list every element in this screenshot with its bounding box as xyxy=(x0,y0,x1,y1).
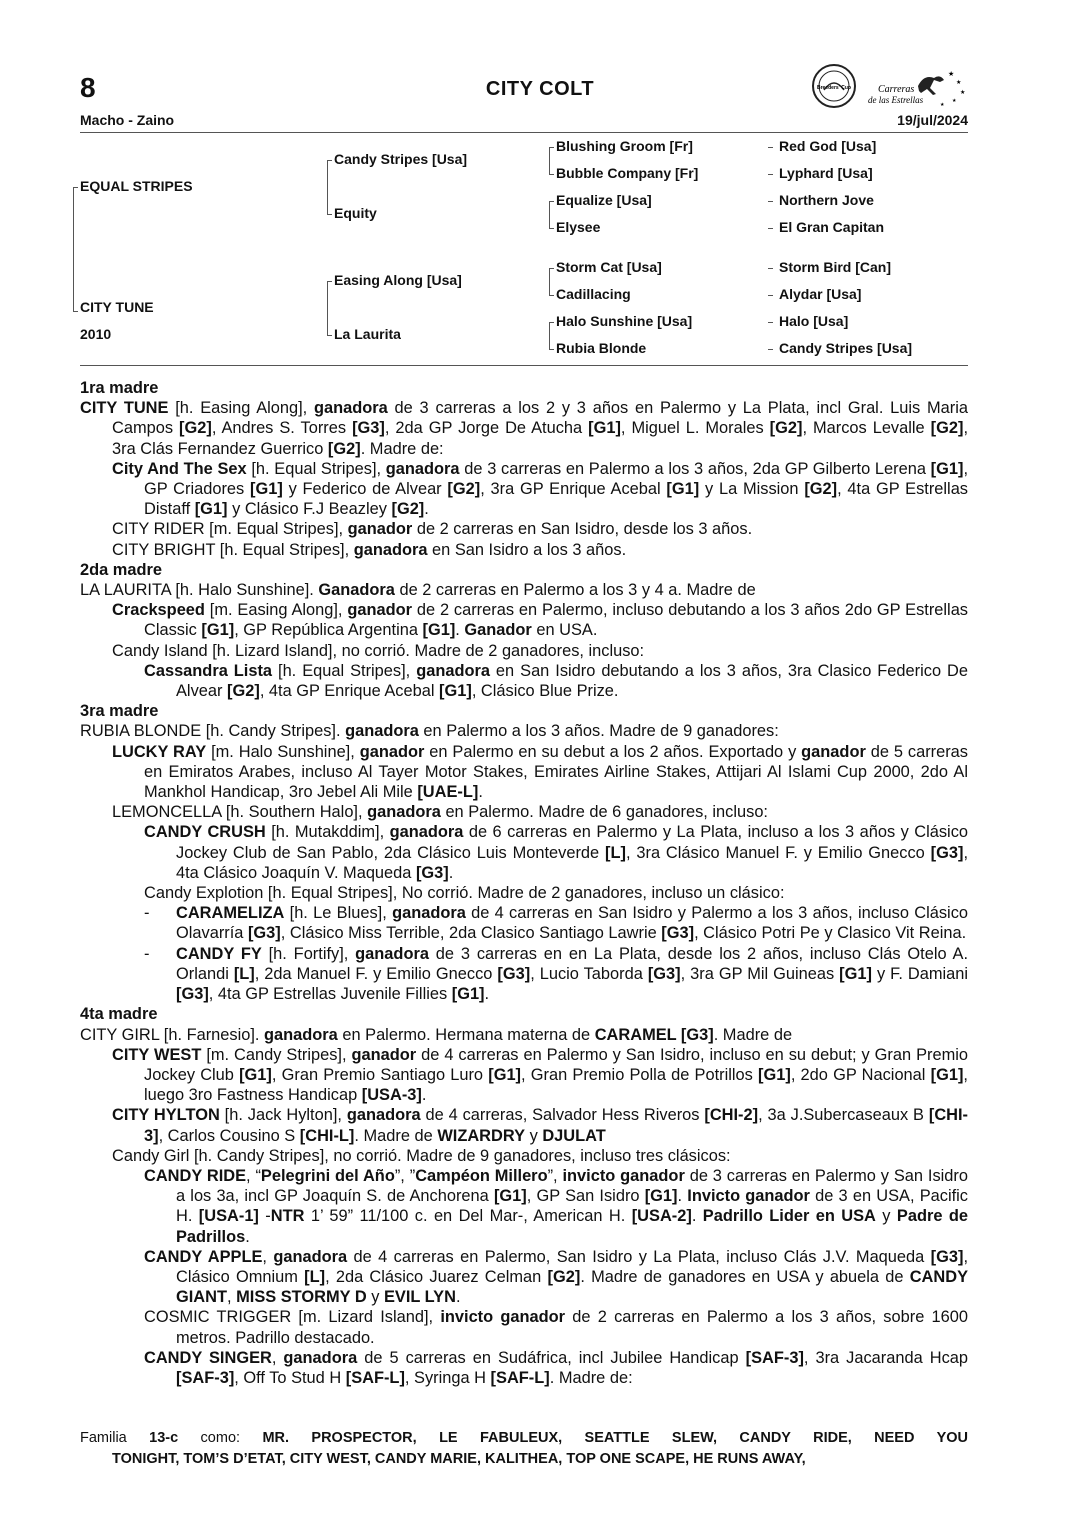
sex-color: Macho - Zaino xyxy=(80,112,175,128)
bracket xyxy=(549,322,554,323)
bracket xyxy=(327,281,328,335)
gen3-8: Rubia Blonde xyxy=(556,340,647,356)
bracket xyxy=(549,268,550,295)
bracket xyxy=(327,160,328,214)
produce-paragraph: Candy Island [h. Lizard Island], no corrió. Madre de 2 ganadores, incluso: xyxy=(112,641,645,660)
produce-paragraph: Candy Explotion [h. Equal Stripes], No corrió. Madre de 2 ganadores, incluso un clásico: xyxy=(144,884,785,903)
family-label: Familia xyxy=(80,1430,127,1446)
bracket xyxy=(549,201,550,228)
gen3-4: Elysee xyxy=(556,219,601,235)
gen4-2: Lyphard [Usa] xyxy=(779,165,873,181)
gen3-7: Halo Sunshine [Usa] xyxy=(556,313,693,329)
gen3-6: Cadillacing xyxy=(556,286,631,302)
dash xyxy=(768,174,773,175)
produce-paragraph: CANDY APPLE, ganadora de 4 carreras en Palermo, San Isidro y La Plata, incluso Clás J.V. Maqueda [G3], Clásico Omnium [L], 2da Clásico Juarez Celman [G2]. Madre de ganadores en USA y abuela de CANDY GIANT, MISS STORMY D y EVIL LYN. xyxy=(144,1247,969,1307)
produce-paragraph: CITY WEST [m. Candy Stripes], ganador de 4 carreras en Palermo y San Isidro, incluso en su debut; y Gran Premio Jockey Club [G1], Gran Premio Santiago Luro [G1], Gran Premio Polla de Potrillos [G1], 2do GP Nacional [G1], luego 3ro Fastness Handicap [USA-3]. xyxy=(112,1045,968,1105)
section-heading: 4ta madre xyxy=(80,1005,158,1024)
bracket xyxy=(549,147,554,148)
pedigree-rule xyxy=(80,365,968,366)
bracket xyxy=(327,214,332,215)
gen4-7: Halo [Usa] xyxy=(779,313,849,329)
gen4-8: Candy Stripes [Usa] xyxy=(779,340,913,356)
produce-paragraph: LA LAURITA [h. Halo Sunshine]. Ganadora de 2 carreras en Palermo a los 3 y 4 a. Madre de xyxy=(80,581,756,600)
produce-paragraph: CITY TUNE [h. Easing Along], ganadora de 3 carreras a los 2 y 3 años en Palermo y La Plata, incl Gral. Luis Maria Campos [G2], Andres S. Torres [G3], 2da GP Jorge De Atucha [G1], Miguel L. Morales [G2], Marcos Levalle [G2], 3ra Clás Fernandez Guerrico [G2]. Madre de: xyxy=(80,399,968,458)
family-line xyxy=(80,1449,968,1470)
dash xyxy=(768,349,773,350)
horse-name: CITY COLT xyxy=(485,78,595,100)
produce-paragraph: LEMONCELLA [h. Southern Halo], ganadora en Palermo. Madre de 6 ganadores, incluso: xyxy=(112,803,768,822)
bracket xyxy=(549,174,554,175)
dam: CITY TUNE xyxy=(80,299,154,315)
family-line xyxy=(80,1428,968,1449)
produce-list-item: - CARAMELIZA [h. Le Blues], ganadora de 4 carreras en San Isidro y Palermo a los 3 años, incluso Clásico Olavarría [G3], Clásico Miss Terrible, 2da Clasico Santiago Lawrie [G3], Clásico Potri Pe y Clasico Vit Reina. xyxy=(144,904,968,943)
dash xyxy=(768,228,773,229)
dash-bullet: - xyxy=(144,944,150,963)
svg-text:★: ★ xyxy=(960,90,966,96)
bracket xyxy=(73,187,78,188)
produce-paragraph: CANDY RIDE, “Pelegrini del Año”, ”Campéon Millero”, invicto ganador de 3 carreras en Palermo y San Isidro a los 3a, incl GP Joaquín S. de Anchorena [G1], GP San Isidro [G1]. Invicto ganador de 3 en USA, Pacific H. [USA-1] -NTR 1’ 59” 11/100 c. en Del Mar-, American H. [USA-2]. Padrillo Lider en USA y Padre de Padrillos. xyxy=(144,1166,968,1246)
produce-list-item: - CANDY FY [h. Fortify], ganadora de 3 carreras en en La Plata, desde los 2 años, incluso Clás Otelo A. Orlandi [L], 2da Manuel F. y Emilio Gnecco [G3], Lucio Taborda [G3], 3ra GP Mil Guineas [G1] y F. Damiani [G3], 4ta GP Estrellas Juvenile Fillies [G1]. xyxy=(144,944,969,1004)
sire: EQUAL STRIPES xyxy=(80,178,193,194)
bracket xyxy=(549,268,554,269)
bracket xyxy=(73,187,74,312)
gen4-4: El Gran Capitan xyxy=(779,219,885,235)
dash xyxy=(768,268,773,269)
produce-paragraph: CITY BRIGHT [h. Equal Stripes], ganadora en San Isidro a los 3 años. xyxy=(112,540,627,559)
dash xyxy=(768,295,773,296)
svg-text:de las Estrellas: de las Estrellas xyxy=(868,95,924,105)
svg-text:★: ★ xyxy=(956,80,962,86)
dash xyxy=(768,201,773,202)
produce-paragraph: COSMIC TRIGGER [m. Lizard Island], invicto ganador de 2 carreras en Palermo a los 3 años, sobre 1600 metros. Padrillo destacado. xyxy=(144,1308,968,1347)
sire-dam: Equity xyxy=(334,205,377,221)
gen3-1: Blushing Groom [Fr] xyxy=(556,138,693,154)
svg-text:★: ★ xyxy=(948,71,955,78)
dash xyxy=(768,147,773,148)
family-code: 13-c xyxy=(149,1430,179,1446)
bracket xyxy=(549,322,550,349)
produce-paragraph: CANDY SINGER, ganadora de 5 carreras en Sudáfrica, incl Jubilee Handicap [SAF-3], 3ra Jacaranda Hcap [SAF-3], Off To Stud H [SAF-L], Syringa H [SAF-L]. Madre de: xyxy=(144,1348,969,1387)
gen3-2: Bubble Company [Fr] xyxy=(556,165,699,181)
family-footer xyxy=(80,1428,968,1470)
family-como: como: xyxy=(200,1430,241,1446)
bracket xyxy=(327,160,332,161)
sale-date: 19/jul/2024 xyxy=(897,112,968,128)
dam-year: 2010 xyxy=(80,326,112,342)
produce-paragraph: CITY RIDER [m. Equal Stripes], ganador de 2 carreras en San Isidro, desde los 3 años. xyxy=(112,520,753,539)
seal-text: Breeders' Cup xyxy=(817,85,851,91)
gen4-5: Storm Bird [Can] xyxy=(779,259,891,275)
produce-paragraph: LUCKY RAY [m. Halo Sunshine], ganador en Palermo en su debut a los 2 años. Exportado y ganador de 5 carreras en Emiratos Arabes, incluso Al Tayer Motor Stakes, Emirates Airline Stakes, Attijari Al Islami Cup 2000, 2do Al Mankhol Handicap, 3ro Jebel Ali Mile [UAE-L]. xyxy=(112,742,968,802)
produce-paragraph: Candy Girl [h. Candy Stripes], no corrió. Madre de 9 ganadores, incluso tres clásicos: xyxy=(112,1146,731,1165)
dam-sire: Easing Along [Usa] xyxy=(334,272,462,288)
produce-paragraph: CANDY CRUSH [h. Mutakddim], ganadora de 6 carreras en Palermo y La Plata, incluso a los 3 años y Clásico Jockey Club de San Pablo, 2da Clásico Luis Monteverde [L], 3ra Clásico Manuel F. y Emilio Gnecco [G3], 4ta Clásico Joaquín V. Maqueda [G3]. xyxy=(144,823,969,882)
produce-paragraph: CITY HYLTON [h. Jack Hylton], ganadora de 4 carreras, Salvador Hess Riveros [CHI-2], 3a J.Subercaseaux B [CHI-3], Carlos Cousino S [CHI-L]. Madre de WIZARDRY y DJULAT xyxy=(112,1106,969,1145)
produce-paragraph: CITY GIRL [h. Farnesio]. ganadora en Palermo. Hermana materna de CARAMEL [G3]. Madre de xyxy=(80,1025,793,1044)
gen4-3: Northern Jove xyxy=(779,192,874,208)
family-members-1: MR. PROSPECTOR, LE FABULEUX, SEATTLE SLEW, CANDY RIDE, NEED YOU xyxy=(262,1430,968,1446)
bracket xyxy=(549,295,554,296)
sire-sire: Candy Stripes [Usa] xyxy=(334,151,468,167)
gen4-1: Red God [Usa] xyxy=(779,138,877,154)
bracket xyxy=(327,281,332,282)
bracket xyxy=(549,201,554,202)
gen3-5: Storm Cat [Usa] xyxy=(556,259,662,275)
produce-paragraph: City And The Sex [h. Equal Stripes], ganadora de 3 carreras en Palermo a los 3 años, 2da GP Gilberto Lerena [G1], GP Criadores [G1] y Federico de Alvear [G2], 3ra GP Enrique Acebal [G1] y La Mission [G2], 4ta GP Estrellas Distaff [G1] y Clásico F.J Beazley [G2]. xyxy=(112,459,969,519)
bracket xyxy=(327,335,332,336)
lot-number: 8 xyxy=(80,72,96,103)
section-heading: 3ra madre xyxy=(80,702,159,721)
bracket xyxy=(73,311,78,312)
dam-dam: La Laurita xyxy=(334,326,401,342)
bracket xyxy=(549,228,554,229)
svg-text:Carreras: Carreras xyxy=(878,84,915,95)
produce-paragraph: RUBIA BLONDE [h. Candy Stripes]. ganadora en Palermo a los 3 años. Madre de 9 ganadores: xyxy=(80,722,779,741)
produce-paragraph: Crackspeed [m. Easing Along], ganador de 2 carreras en Palermo, incluso debutando a los 3 años 2do GP Estrellas Classic [G1], GP República Argentina [G1]. Ganador en USA. xyxy=(112,601,968,640)
produce-record xyxy=(80,378,968,1388)
gen4-6: Alydar [Usa] xyxy=(779,286,862,302)
pedigree-table xyxy=(0,0,1080,370)
section-heading: 1ra madre xyxy=(80,379,159,397)
dash xyxy=(768,322,773,323)
bracket xyxy=(549,147,550,174)
family-members-2: TONIGHT, TOM’S D’ETAT, CITY WEST, CANDY MARIE, KALITHEA, TOP ONE SCAPE, HE RUNS AWAY, xyxy=(112,1451,806,1467)
gen3-3: Equalize [Usa] xyxy=(556,192,652,208)
dash-bullet: - xyxy=(144,904,150,923)
bracket xyxy=(549,349,554,350)
produce-paragraph: Cassandra Lista [h. Equal Stripes], ganadora en San Isidro debutando a los 3 años, 3ra Clasico Federico De Alvear [G2], 4ta GP Enrique Acebal [G1], Clásico Blue Prize. xyxy=(144,661,968,701)
svg-text:★: ★ xyxy=(952,98,957,104)
svg-text:★: ★ xyxy=(940,102,945,108)
section-heading: 2da madre xyxy=(80,560,162,579)
